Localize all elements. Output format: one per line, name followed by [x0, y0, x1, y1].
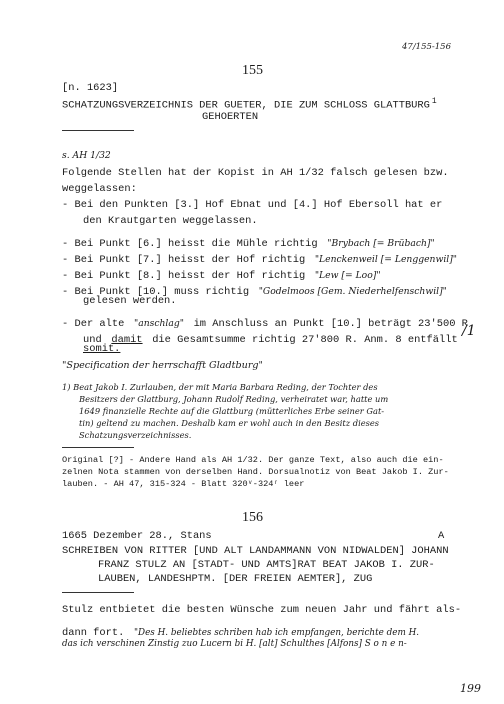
document-date: 1665 Dezember 28., Stans — [62, 530, 212, 542]
document-title-line-3: LAUBEN, LANDESHPTM. [DER FREIEN AEMTER], ZUG — [98, 573, 373, 585]
body-text: dann fort. — [62, 627, 125, 639]
body-line: das ich verschinen Zinstig zuo Lucern bi H. [alt] Schulthes [Alfons] S o n e n- — [62, 639, 407, 649]
item-text: und — [83, 334, 102, 346]
item-text: - Bei Punkt [10.] muss richtig — [62, 286, 250, 298]
item-text: - Bei Punkt [8.] heisst der Hof richtig — [62, 270, 306, 282]
item-text: die Gesamtsumme richtig 27'800 R. Anm. 8 entfällt — [152, 334, 458, 346]
list-item: - Bei den Punkten [3.] Hof Ebnat und [4.] Hof Ebersoll hat er — [62, 199, 443, 211]
footnote-line: 1) Beat Jakob I. Zurlauben, der mit Maria Barbara Reding, der Tochter des — [62, 382, 378, 392]
body-line: Stulz entbietet die besten Wünsche zum neuen Jahr und fährt als- — [62, 604, 462, 616]
archival-note-line: zelnen Nota stammen von derselben Hand. Dorsualnotiz von Beat Jakob I. Zur- — [62, 467, 449, 477]
item-italic-text: "anschlag" — [134, 318, 184, 329]
item-italic-text: "Lenckenweil [= Lenggenwil]" — [314, 254, 458, 265]
document-title-line-1: SCHREIBEN VON RITTER [UND ALT LANDAMMANN VON NIDWALDEN] JOHANN — [62, 545, 449, 557]
title-text: SCHATZUNGSVERZEICHNIS DER GUETER, DIE ZUM SCHLOSS GLATTBURG — [62, 99, 430, 112]
intro-line-1: Folgende Stellen hat der Kopist in AH 1/32 falsch gelesen bzw. — [62, 167, 449, 179]
document-title-line-2: GEHOERTEN — [202, 111, 259, 123]
underlined-word: damit — [111, 334, 143, 346]
footnote-line: Besitzers der Glattburg, Johann Rudolf Reding, verheiratet war, hatte um — [79, 394, 389, 404]
archival-note-line: Original [?] - Andere Hand als AH 1/32. Der ganze Text, also auch die ein- — [62, 455, 444, 465]
section-divider — [62, 130, 134, 131]
item-italic-text: "Lew [= Loo]" — [314, 270, 381, 281]
item-text: - Bei Punkt [7.] heisst der Hof richtig — [62, 254, 306, 266]
intro-line-2: weggelassen: — [62, 183, 137, 195]
footnote-line: Schatzungsverzeichnisses. — [79, 430, 192, 440]
document-reference: [n. 1623] — [62, 82, 119, 94]
footnote-marker: 1 — [431, 97, 437, 106]
document-title-line-1 — [62, 97, 437, 111]
list-item-continuation: den Krautgarten weggelassen. — [83, 215, 258, 227]
item-text: - Der alte — [62, 318, 125, 330]
section-divider — [62, 592, 134, 593]
item-italic-text: "Brybach [= Brübach]" — [327, 238, 435, 249]
item-text: - Bei Punkt [6.] heisst die Mühle richtig — [62, 238, 318, 250]
footnote-line: 1649 finanzielle Rechte auf die Glattburg (mütterliches Erbe seiner Gat- — [79, 406, 385, 416]
item-italic-text: "Godelmoos [Gem. Niederhelfenschwil]" — [258, 286, 447, 297]
document-letter: A — [438, 530, 445, 542]
list-item-continuation: gelesen werden. — [83, 295, 177, 307]
body-line — [62, 620, 419, 639]
body-italic-text: "Des H. beliebtes schriben hab ich empfangen, berichte dem H. — [134, 628, 420, 638]
handwritten-page-number: 199 — [460, 682, 481, 695]
document-title-line-2: FRANZ STULZ AN [STADT- UND AMTS]RAT BEAT JAKOB I. ZUR- — [98, 559, 435, 571]
source-reference: s. AH 1/32 — [62, 150, 111, 161]
item-text: im Anschluss an Punkt [10.] beträgt 23'500 R — [193, 318, 468, 330]
list-item-continuation: somit. — [83, 343, 121, 355]
document-number: 155 — [242, 63, 263, 78]
page-reference: 47/155-156 — [402, 42, 451, 52]
document-quote: "Specification der herrschafft Gladtburg" — [62, 360, 263, 371]
footnote-line: tin) geltend zu machen. Deshalb kam er wohl auch in den Besitz dieses — [79, 418, 380, 428]
list-item-continuation — [83, 327, 458, 346]
margin-mark: /1 — [462, 323, 476, 339]
document-number: 156 — [242, 510, 263, 525]
archival-note-line: lauben. - AH 47, 315-324 - Blatt 320ᵛ-324ʳ leer — [62, 479, 305, 489]
section-divider — [62, 447, 134, 448]
